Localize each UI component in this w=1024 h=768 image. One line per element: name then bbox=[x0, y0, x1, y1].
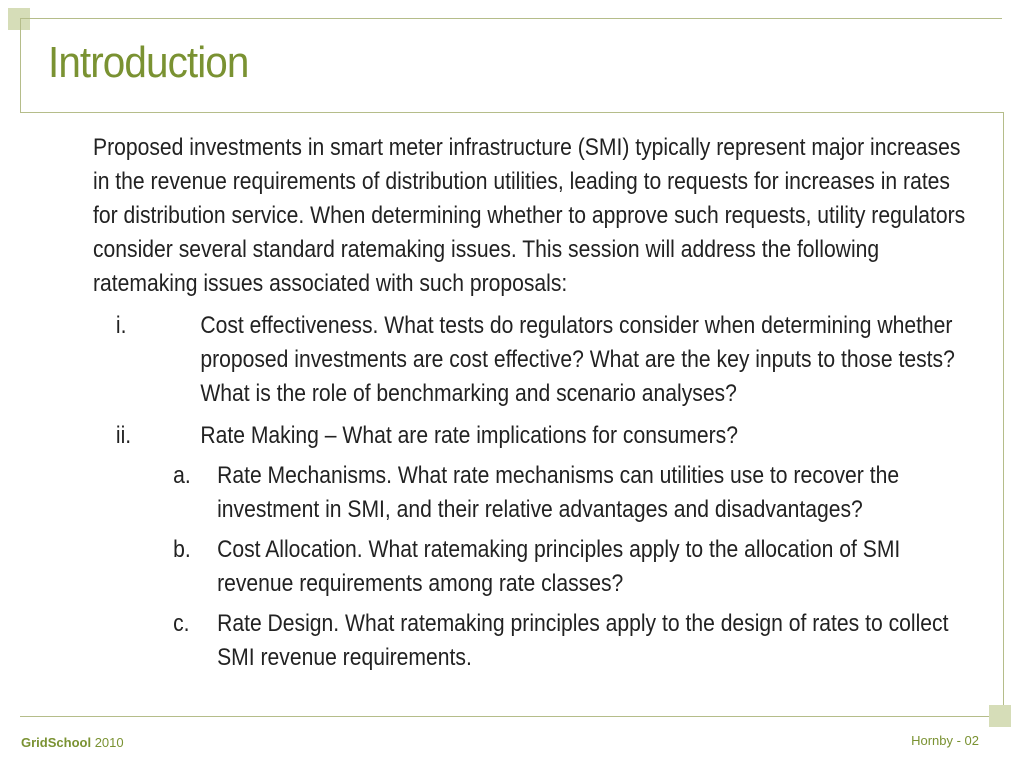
sublist-letter: b. bbox=[173, 536, 191, 563]
list-text: Rate Making – What are rate implications for consumers? bbox=[200, 422, 738, 449]
title-frame-top-line bbox=[20, 18, 1002, 19]
top-left-corner-square bbox=[8, 8, 30, 30]
footer-page-number: Hornby - 02 bbox=[911, 733, 979, 748]
sublist-letter: a. bbox=[173, 462, 191, 489]
sublist-item-rate-design bbox=[173, 607, 973, 675]
slide-title: Introduction bbox=[48, 38, 249, 87]
title-frame-left-line bbox=[20, 18, 21, 113]
footer-brand bbox=[21, 735, 124, 750]
sublist-item-cost-allocation bbox=[173, 533, 973, 601]
list-text: Cost effectiveness. What tests do regulators consider when determining whether proposed investments are cost effective? What are the key inputs to those tests? What is the role of benchmarking and scenario analyses? bbox=[200, 312, 955, 407]
list-item-cost-effectiveness bbox=[116, 309, 973, 411]
content-frame-right-line bbox=[1003, 112, 1004, 717]
bottom-right-corner-square bbox=[989, 705, 1011, 727]
sublist-text: Rate Mechanisms. What rate mechanisms can utilities use to recover the investment in SMI, and their relative advantages and disadvantages? bbox=[217, 462, 900, 523]
sublist-text: Rate Design. What ratemaking principles apply to the design of rates to collect SMI revenue requirements. bbox=[217, 610, 949, 671]
footer-year: 2010 bbox=[94, 735, 124, 750]
list-number: ii. bbox=[115, 422, 132, 449]
footer-divider-line bbox=[20, 716, 1004, 717]
sublist-letter: c. bbox=[173, 610, 190, 637]
list-number: i. bbox=[115, 312, 127, 339]
sublist-item-rate-mechanisms bbox=[173, 459, 973, 527]
footer-brand-name: GridSchool bbox=[21, 735, 92, 750]
intro-paragraph: Proposed investments in smart meter infrastructure (SMI) typically represent major increases in the revenue requirements of distribution utilities, leading to requests for increases in rates for distribution service. When determining whether to approve such requests, utility regulators consider several standard ratemaking issues. This session will address the following ratemaking issues associated with such proposals: bbox=[93, 134, 966, 297]
list-item-rate-making bbox=[116, 419, 973, 453]
sublist-text: Cost Allocation. What ratemaking principles apply to the allocation of SMI revenue requirements among rate classes? bbox=[217, 536, 901, 597]
slide-body bbox=[93, 131, 973, 675]
title-frame-bottom-line bbox=[20, 112, 1004, 113]
